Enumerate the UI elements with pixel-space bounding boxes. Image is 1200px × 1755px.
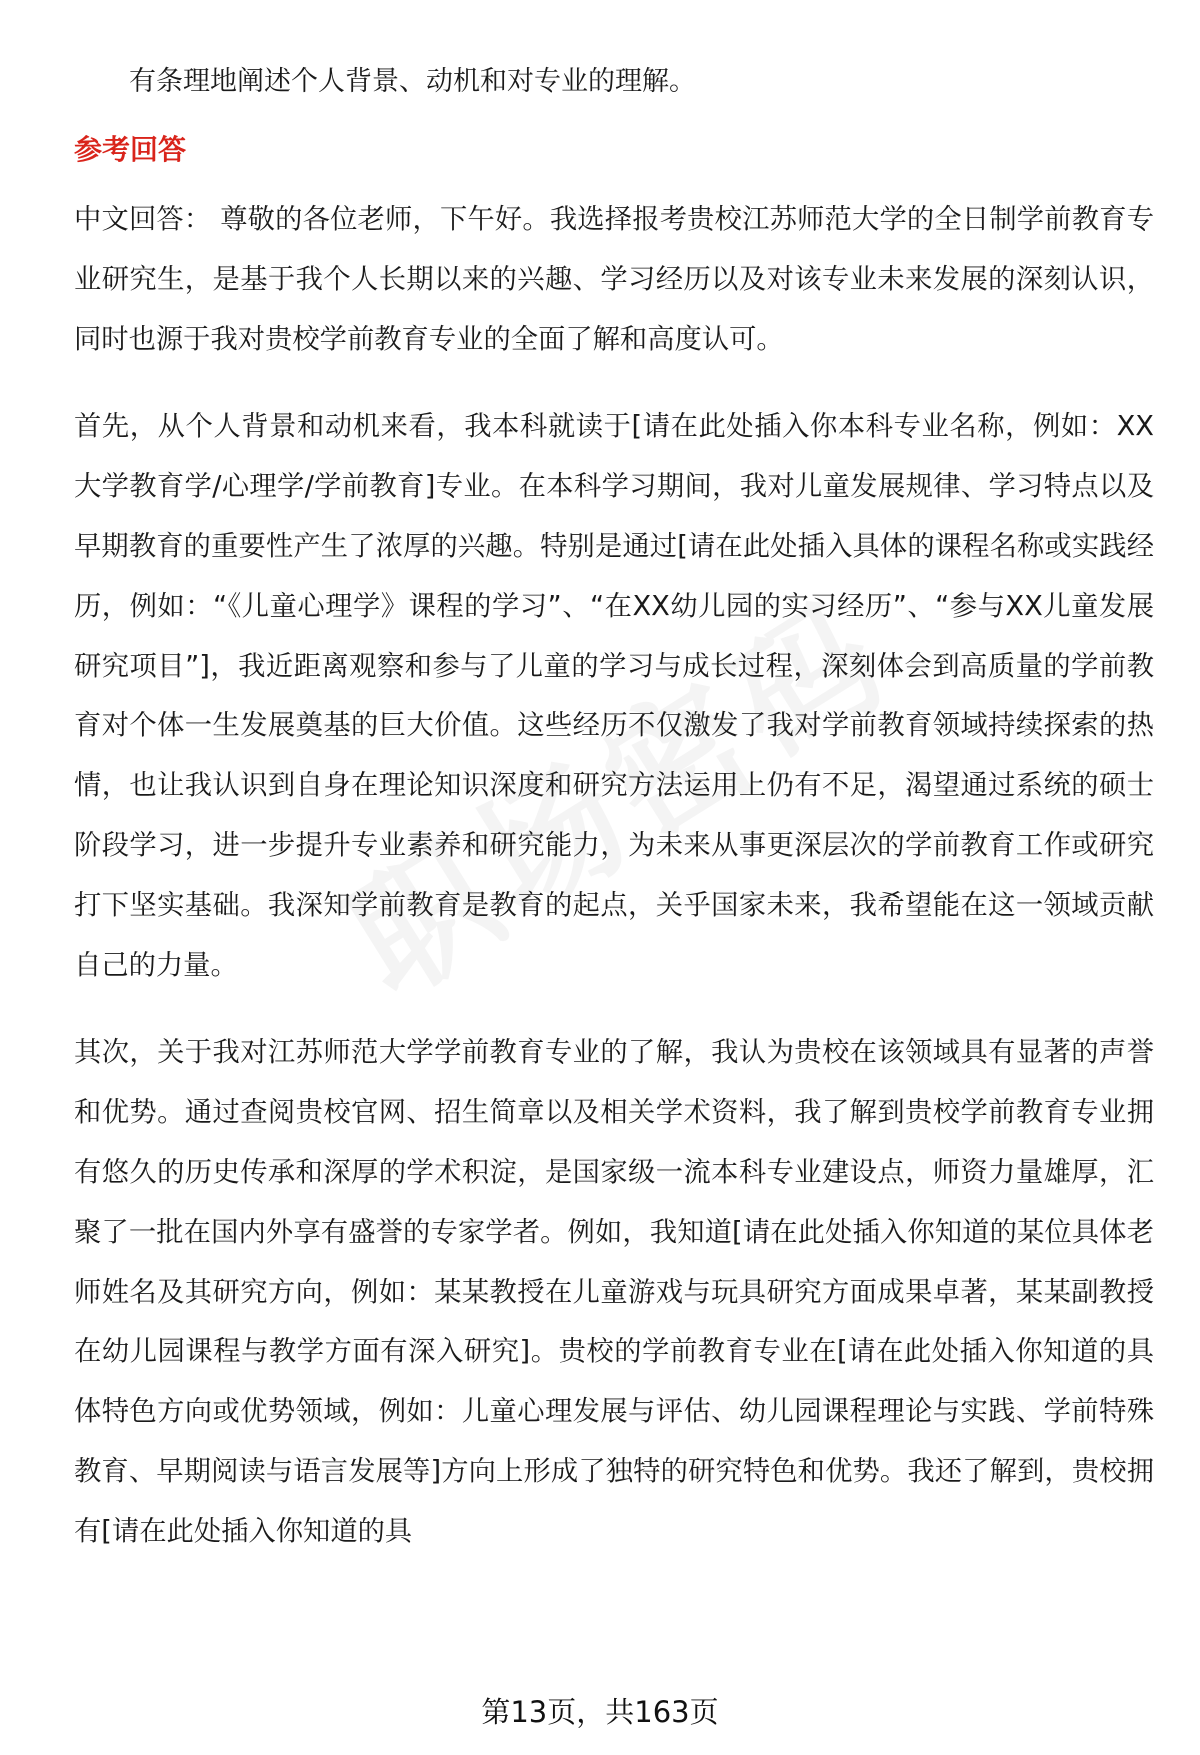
paragraph-background: 首先，从个人背景和动机来看，我本科就读于[请在此处插入你本科专业名称，例如：XX大学教育学/心理学/学前教育]专业。在本科学习期间，我对儿童发展规律、学习特点以及早期教育的重要性产生了浓厚的兴趣。特别是通过[请在此处插入具体的课程名称或实践经历，例如：“《儿童心理学》课程的学习”、“在XX幼儿园的实习经历”、“参与XX儿童发展研究项目”]，我近距离观察和参与了儿童的学习与成长过程，深刻体会到高质量的学前教育对个体一生发展奠基的巨大价值。这些经历不仅激发了我对学前教育领域持续探索的热情，也让我认识到自身在理论知识深度和研究方法运用上仍有不足，渴望通过系统的硕士阶段学习，进一步提升专业素养和研究能力，为未来从事更深层次的学前教育工作或研究打下坚实基础。我深知学前教育是教育的起点，关乎国家未来，我希望能在这一领域贡献自己的力量。 — [74, 411, 1154, 981]
page-footer: 第13页，共163页 — [481, 1695, 719, 1729]
lead-line: 有条理地阐述个人背景、动机和对专业的理解。 — [129, 66, 696, 97]
section-title: 参考回答 — [74, 133, 187, 166]
paragraph-intro: 中文回答： 尊敬的各位老师，下午好。我选择报考贵校江苏师范大学的全日制学前教育专业研究生，是基于我个人长期以来的兴趣、学习经历以及对该专业未来发展的深刻认识，同时也源于我对贵校学前教育专业的全面了解和高度认可。 — [74, 204, 1154, 355]
paragraph-school: 其次，关于我对江苏师范大学学前教育专业的了解，我认为贵校在该领域具有显著的声誉和优势。通过查阅贵校官网、招生简章以及相关学术资料，我了解到贵校学前教育专业拥有悠久的历史传承和深厚的学术积淀，是国家级一流本科专业建设点，师资力量雄厚，汇聚了一批在国内外享有盛誉的专家学者。例如，我知道[请在此处插入你知道的某位具体老师姓名及其研究方向，例如：某某教授在儿童游戏与玩具研究方面成果卓著，某某副教授在幼儿园课程与教学方面有深入研究]。贵校的学前教育专业在[请在此处插入你知道的具体特色方向或优势领域，例如：儿童心理发展与评估、幼儿园课程理论与实践、学前特殊教育、早期阅读与语言发展等]方向上形成了独特的研究特色和优势。我还了解到，贵校拥有[请在此处插入你知道的具 — [74, 1037, 1154, 1547]
document-body — [74, 52, 1154, 1590]
